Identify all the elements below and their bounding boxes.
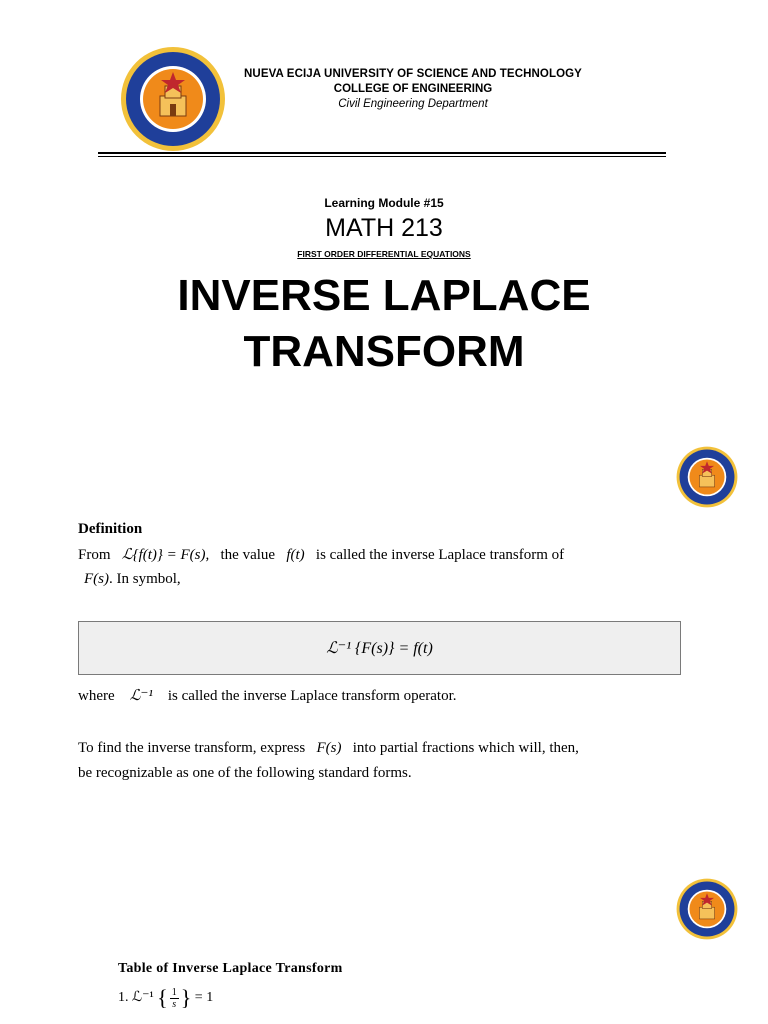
title-line-1: INVERSE LAPLACE bbox=[177, 271, 591, 320]
fraction-denominator: s bbox=[172, 998, 177, 1010]
header-rule-thick bbox=[98, 152, 666, 154]
find-Fs-symbol: F(s) bbox=[316, 740, 342, 756]
operator-line bbox=[78, 686, 457, 705]
university-seal-small-logo-2 bbox=[676, 878, 738, 940]
page-title bbox=[0, 268, 768, 380]
definition-line-1 bbox=[78, 545, 564, 564]
find-line-2: be recognizable as one of the following standard forms. bbox=[78, 765, 412, 781]
header-text bbox=[228, 68, 598, 110]
title-line-2: TRANSFORM bbox=[243, 327, 525, 376]
module-label: Learning Module #15 bbox=[324, 196, 444, 210]
university-seal-small-logo bbox=[676, 446, 738, 508]
header-rule-thin bbox=[98, 156, 666, 157]
Fs-symbol: F(s) bbox=[84, 571, 109, 587]
from-text: From bbox=[78, 547, 111, 563]
find-line-1 bbox=[78, 740, 579, 757]
operator-symbol: ℒ⁻¹ bbox=[129, 688, 153, 704]
in-symbol-text: . In symbol, bbox=[109, 571, 181, 587]
definition-line-2 bbox=[84, 571, 181, 588]
department-name: Civil Engineering Department bbox=[338, 98, 488, 110]
college-name: COLLEGE OF ENGINEERING bbox=[333, 83, 493, 95]
table-item-1 bbox=[118, 985, 213, 1011]
right-brace-icon: } bbox=[180, 985, 192, 1010]
boxed-formula: ℒ⁻¹ {F(s)} = f(t) bbox=[326, 640, 433, 657]
item1-result: = 1 bbox=[194, 990, 214, 1006]
university-name: NUEVA ECIJA UNIVERSITY OF SCIENCE AND TECHNOLOGY bbox=[244, 68, 582, 80]
called-text: is called the inverse Laplace transform of bbox=[315, 547, 565, 563]
fraction-numerator: 1 bbox=[171, 986, 177, 998]
table-title: Table of Inverse Laplace Transform bbox=[118, 961, 343, 976]
where-text: where bbox=[78, 688, 115, 704]
operator-description: is called the inverse Laplace transform operator. bbox=[167, 688, 457, 704]
university-seal-logo bbox=[120, 46, 226, 152]
find-text-2: into partial fractions which will, then, bbox=[352, 740, 579, 756]
the-value-text: the value bbox=[220, 547, 276, 563]
left-brace-icon: { bbox=[157, 985, 168, 1010]
transform-expression: ℒ{f(t)} = F(s), bbox=[121, 547, 210, 563]
find-text-1: To find the inverse transform, express bbox=[78, 740, 306, 756]
ft-symbol: f(t) bbox=[286, 547, 305, 563]
item1-prefix: 1. ℒ⁻¹ bbox=[118, 990, 154, 1006]
course-subtitle: FIRST ORDER DIFFERENTIAL EQUATIONS bbox=[297, 249, 471, 259]
definition-heading: Definition bbox=[78, 521, 143, 537]
fraction bbox=[170, 987, 179, 1010]
course-code: MATH 213 bbox=[325, 214, 443, 242]
